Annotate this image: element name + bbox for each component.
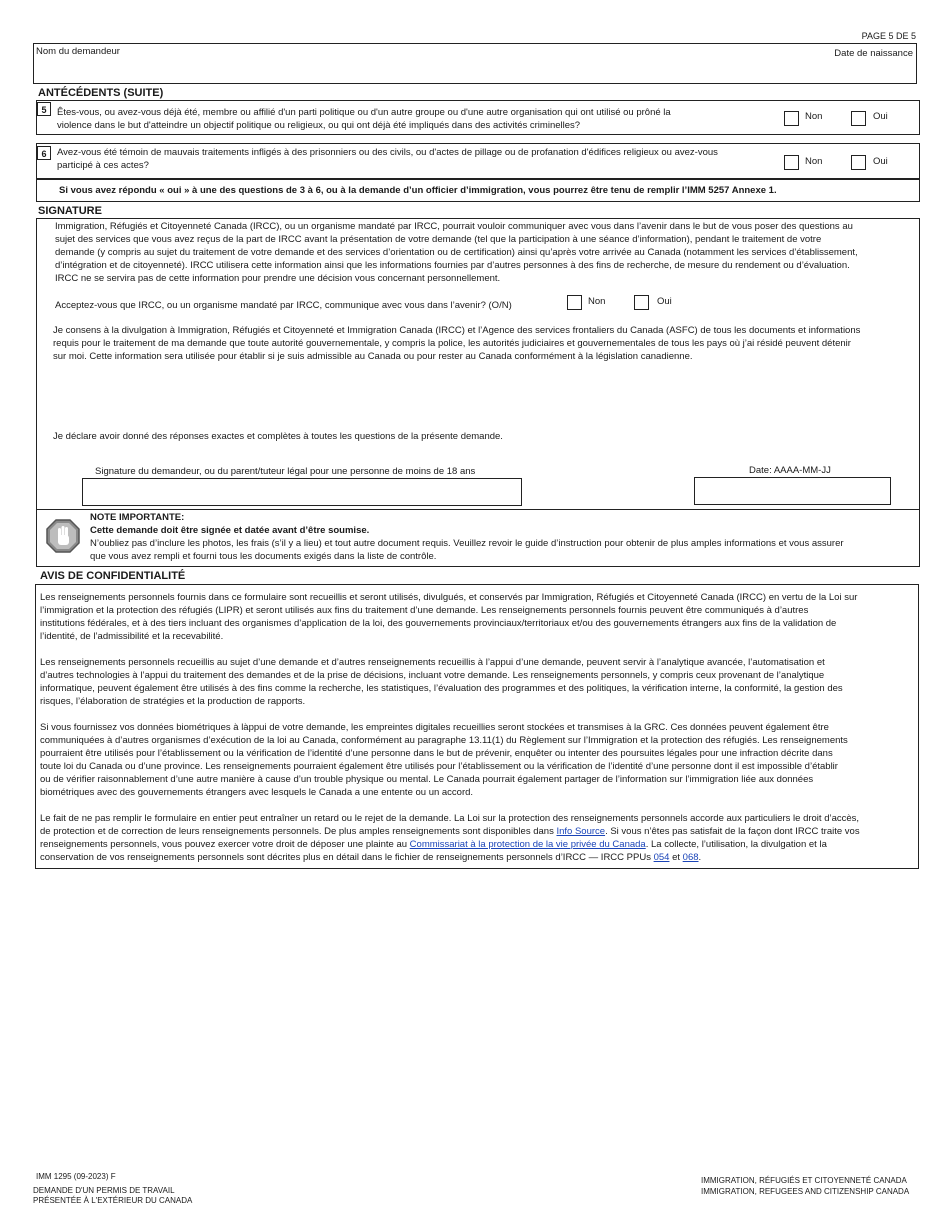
question-6-text-line1: Avez-vous été témoin de mauvais traitements infligés à des prisonniers ou des civils, ou d'actes de pillage ou de profanation d'édifices religieux ou avez-vous <box>57 147 718 158</box>
question-6-no-label: Non <box>805 156 823 167</box>
privacy-p3-line: pourraient être utilisés pour l’établissement ou la vérification de l’identité d’une personne dans le but de prévenir, enquêter ou intenter des poursuites légales pour une infraction décrite dans <box>40 748 833 759</box>
privacy-paragraph-3 <box>40 721 848 799</box>
stop-hand-icon <box>45 518 81 554</box>
ircc-contact-line4: d’intégration et de citoyenneté). IRCC utilisera cette information ainsi que les informations fournies par d’autres personnes à des fins de recherche, de mesure du rendement ou d’évaluation. <box>55 260 850 271</box>
privacy-p4-text: . <box>698 852 702 863</box>
privacy-paragraph-2 <box>40 656 843 708</box>
important-note-line2: que vous avez rempli et fourni tous les documents exigés dans la liste de contrôle. <box>90 551 437 562</box>
ircc-contact-line2: sujet des services que vous avez reçus de la part de IRCC avant la présentation de votre demande (tel que la participation à une séance d’information), pendant le traitement de votre <box>55 234 822 245</box>
privacy-p4-line4 <box>40 851 860 864</box>
question-5-no-checkbox[interactable] <box>784 111 799 126</box>
question-5-number: 5 <box>37 102 51 116</box>
form-title-line2: PRÉSENTÉE À L'EXTÉRIEUR DU CANADA <box>33 1196 193 1205</box>
privacy-p1-line: institutions fédérales, et à des tiers incluant des organismes d’application de la loi, des gouvernements provinciaux/territoriaux et/ou des gouvernements étrangers aux fins de la validation de <box>40 618 837 629</box>
important-note-box <box>36 509 920 567</box>
ircc-contact-line1: Immigration, Réfugiés et Citoyenneté Canada (IRCC), ou un organisme mandaté par IRCC, pourrait vouloir communiquer avec vous dans l’avenir dans le but de vous poser des questions au <box>55 221 853 232</box>
privacy-paragraph-4 <box>40 812 860 864</box>
privacy-p1-line: l’immigration et la protection des réfugiés (LIPR) et seront utilisés aux fins du traitement d’une demande. Les renseignements personnels fournis peuvent être communiqués à d’autres <box>40 605 809 616</box>
info-source-link[interactable]: Info Source <box>556 826 606 837</box>
privacy-p3-line: toute loi du Canada ou d’une province. Les renseignements pourraient également être utilisés pour l’établissement ou la vérification de l’identité d’une personne dont il est impossible d’établir <box>40 761 838 772</box>
consent-line3: sur moi. Cette information sera utilisée pour établir si je suis admissible au Canada ou pour rester au Canada conformément à la législation canadienne. <box>53 351 693 362</box>
dob-label: Date de naissance <box>834 48 913 59</box>
date-field[interactable] <box>694 477 891 505</box>
question-5-yes-checkbox[interactable] <box>851 111 866 126</box>
question-5-text-line1: Êtes-vous, ou avez-vous déjà été, membre ou affilié d'un parti politique ou d'un autre groupe ou d'une autre organisation qui ont utilisé ou prôné la <box>57 107 671 118</box>
privacy-p4-text: conservation de vos renseignements personnels sont décrites plus en détail dans le fichier de renseignements personnels d’IRCC — IRCC PPUs <box>40 852 654 863</box>
privacy-p4-line1: Le fait de ne pas remplir le formulaire en entier peut entraîner un retard ou le rejet de la demande. La Loi sur la protection des renseignements personnels accorde aux particuliers le droit d’accès, <box>40 813 860 824</box>
ircc-contact-line5: IRCC ne se servira pas de cette information pour prendre une décision vous concernant personnellement. <box>55 273 501 284</box>
question-6-text-line2: participé à ces actes? <box>57 160 149 171</box>
privacy-p4-line2 <box>40 825 860 838</box>
form-title-line1: DEMANDE D'UN PERMIS DE TRAVAIL <box>33 1186 175 1195</box>
accept-contact-no-checkbox[interactable] <box>567 295 582 310</box>
question-5-text-line2: violence dans le but d'atteindre un objectif politique ou religieux, ou qui ont déjà été impliqués dans des activités criminelles? <box>57 120 581 131</box>
important-note-line1: N’oubliez pas d’inclure les photos, les frais (s’il y a lieu) et tout autre document requis. Veuillez revoir le guide d’instruction pour obtenir de plus amples informations et vous assurer <box>90 538 844 549</box>
question-6-yes-checkbox[interactable] <box>851 155 866 170</box>
privacy-p1-line: l’identité, de l’admissibilité et la recevabilité. <box>40 631 224 642</box>
privacy-p2-line: Les renseignements personnels recueillis au sujet d’une demande et d’autres renseignements recueillis à l’appui d’une demande, peuvent servir à l’analytique avancée, l’automatisation et <box>40 657 825 668</box>
accept-contact-question: Acceptez-vous que IRCC, ou un organisme mandaté par IRCC, communique avec vous dans l’avenir? (O/N) <box>55 300 512 311</box>
department-fr: IMMIGRATION, RÉFUGIÉS ET CITOYENNETÉ CANADA <box>701 1176 907 1185</box>
question-5-yes-label: Oui <box>873 111 888 122</box>
privacy-p3-line: ou de vérifier raisonnablement d’une autre manière à cause d’un trouble physique ou mental. Le Canada pourrait également partager de l’information sur l’immigration liée aux données <box>40 774 814 785</box>
privacy-p1-line: Les renseignements personnels fournis dans ce formulaire sont recueillis et seront utilisés, divulgués, et conservés par Immigration, Réfugiés et Citoyenneté Canada (IRCC) en vertu de la Loi sur <box>40 592 858 603</box>
page-number: PAGE 5 DE 5 <box>861 31 916 41</box>
question-6-number: 6 <box>37 146 51 160</box>
question-5-box <box>36 100 920 135</box>
privacy-p4-text: renseignements personnels, vous pouvez exercer votre droit de déposer une plainte au <box>40 839 410 850</box>
signature-field-label: Signature du demandeur, ou du parent/tuteur légal pour une personne de moins de 18 ans <box>95 466 476 477</box>
privacy-p4-line3 <box>40 838 860 851</box>
privacy-p4-text: de protection et de correction de leurs renseignements personnels. De plus amples renseignements sont disponibles dans <box>40 826 557 837</box>
commissariat-link[interactable]: Commissariat à la protection de la vie privée du Canada <box>409 839 646 850</box>
privacy-p4-text: . La collecte, l’utilisation, la divulgation et la <box>645 839 827 850</box>
privacy-p3-line: Si vous fournissez vos données biométriques à làppui de votre demande, les empreintes digitales recueillies seront stockées et transmises à la GRC. Ces données peuvent également être <box>40 722 829 733</box>
question-6-box <box>36 143 920 179</box>
department-en: IMMIGRATION, REFUGEES AND CITIZENSHIP CANADA <box>701 1187 910 1196</box>
privacy-p4-text: et <box>669 852 683 863</box>
applicant-header-box <box>33 43 917 84</box>
privacy-p4-text: . Si vous n’êtes pas satisfait de la façon dont IRCC traite vos <box>605 826 860 837</box>
privacy-paragraph-1 <box>40 591 857 643</box>
accept-contact-no-label: Non <box>588 296 606 307</box>
question-6-no-checkbox[interactable] <box>784 155 799 170</box>
accept-contact-yes-checkbox[interactable] <box>634 295 649 310</box>
important-note-bold: Cette demande doit être signée et datée avant d’être soumise. <box>90 525 370 536</box>
question-5-no-label: Non <box>805 111 823 122</box>
signature-section-title: SIGNATURE <box>38 205 102 217</box>
question-6-yes-label: Oui <box>873 156 888 167</box>
privacy-p3-line: biométriques avec des gouvernements étrangers avec lesquels le Canada a une entente ou un accord. <box>40 787 474 798</box>
signature-field[interactable] <box>82 478 522 506</box>
form-id: IMM 1295 (09-2023) F <box>36 1172 116 1181</box>
accept-contact-yes-label: Oui <box>657 296 672 307</box>
signature-box <box>36 218 920 510</box>
applicant-name-label: Nom du demandeur <box>36 46 120 57</box>
consent-line1: Je consens à la divulgation à Immigration, Réfugiés et Citoyenneté et Immigration Canada (IRCC) et l’Agence des services frontaliers du Canada (ASFC) de tous les documents et informations <box>53 325 861 336</box>
ppu-068-link[interactable]: 068 <box>682 852 699 863</box>
privacy-p2-line: risques, l’élaboration de stratégies et la production de rapports. <box>40 696 306 707</box>
background-note: Si vous avez répondu « oui » à une des questions de 3 à 6, ou à la demande d’un officier d’immigration, vous pourrez être tenu de remplir l’IMM 5257 Annexe 1. <box>59 185 777 196</box>
privacy-p3-line: communiquées à d’autres organismes d’exécution de la loi au Canada, conformément au paragraphe 13.11(1) du Règlement sur l’Immigration et la protection des réfugiés. Les renseignements <box>40 735 848 746</box>
declaration-text: Je déclare avoir donné des réponses exactes et complètes à toutes les questions de la présente demande. <box>53 431 503 442</box>
privacy-section-title: AVIS DE CONFIDENTIALITÉ <box>40 570 186 582</box>
privacy-p2-line: d’autres technologies à l’appui du traitement des demandes et de la prise de décisions, incluant votre demande. Les renseignements personnels, y compris ceux provenant de l’analytique <box>40 670 825 681</box>
important-note-title: NOTE IMPORTANTE: <box>90 512 185 523</box>
ppu-054-link[interactable]: 054 <box>653 852 670 863</box>
consent-line2: requis pour le traitement de ma demande que toute autorité gouvernementale, y compris la police, les autorités judiciaires et gouvernementales de tous les pays où j’ai résidé peuvent détenir <box>53 338 851 349</box>
date-field-label: Date: AAAA-MM-JJ <box>749 465 831 476</box>
background-note-box <box>36 179 920 202</box>
privacy-box <box>35 584 919 869</box>
privacy-p2-line: informatique, peuvent également être utilisés à des fins comme la recherche, les statistiques, l’évaluation des programmes et des politiques, la vérification interne, la conformité, la gestion des <box>40 683 843 694</box>
ircc-contact-line3: demande (y compris au sujet du traitement de votre demande et des services d’orientation ou de certification) ainsi qu’après votre arrivée au Canada (notamment les services d’établissement, <box>55 247 858 258</box>
background-section-title: ANTÉCÉDENTS (SUITE) <box>38 87 164 99</box>
